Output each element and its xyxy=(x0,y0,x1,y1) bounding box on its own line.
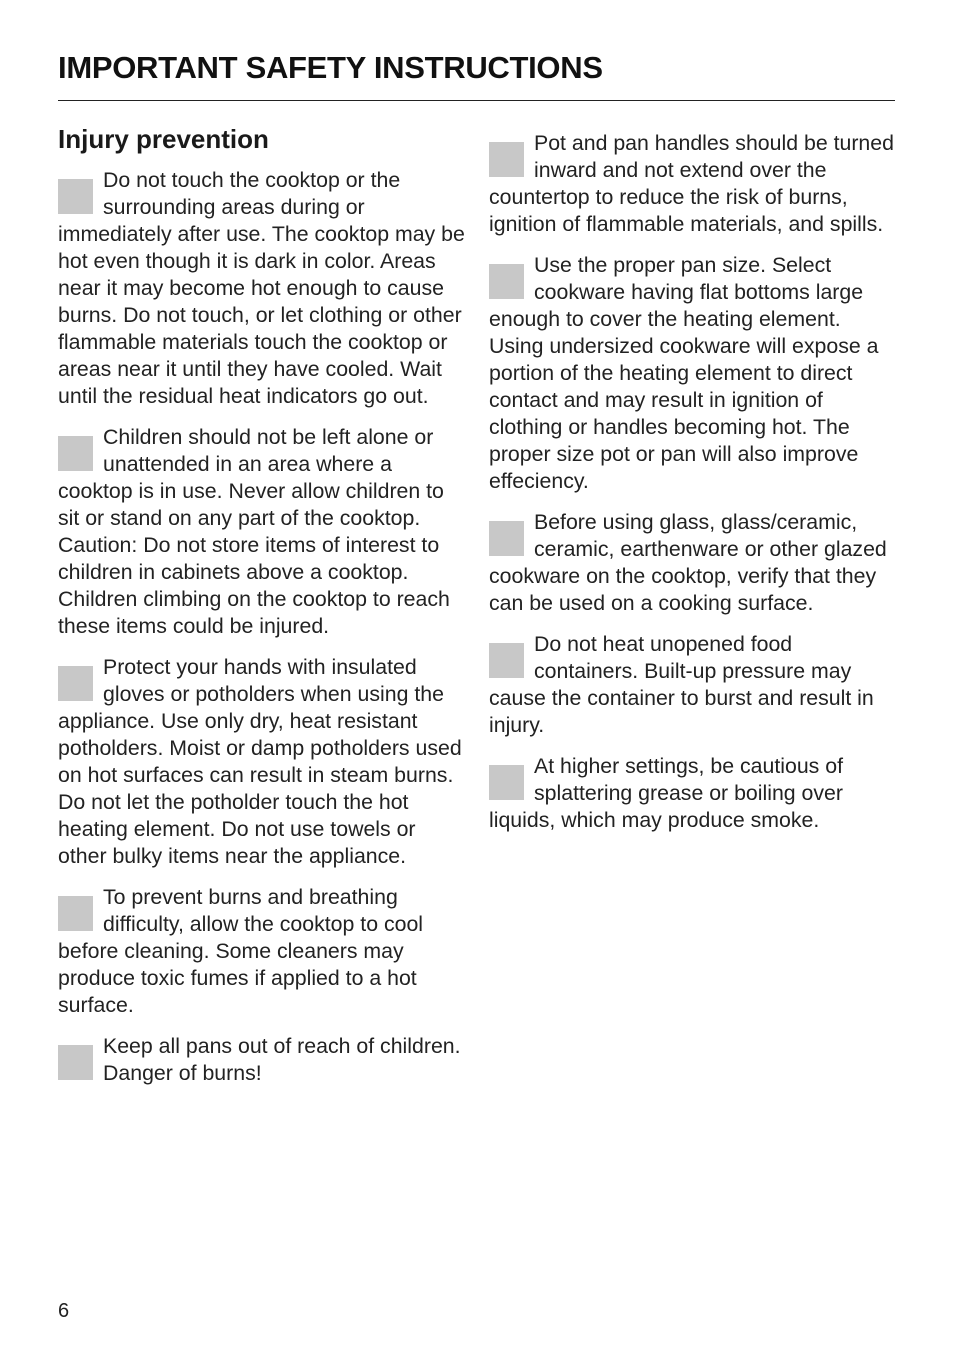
bullet-marker xyxy=(489,521,524,556)
safety-item xyxy=(58,1033,466,1087)
right-column xyxy=(489,130,899,848)
safety-item xyxy=(489,130,899,238)
safety-item-text: To prevent burns and breathing difficulty, allow the cooktop to cool before cleaning. Some cleaners may produce toxic fumes if applied to a hot surface. xyxy=(58,885,424,1017)
section-heading: Injury prevention xyxy=(58,124,269,154)
page-number: 6 xyxy=(58,1300,70,1322)
safety-item xyxy=(58,884,466,1019)
title-divider xyxy=(58,100,895,101)
page-title: IMPORTANT SAFETY INSTRUCTIONS xyxy=(58,50,603,85)
bullet-marker xyxy=(489,264,524,299)
bullet-marker xyxy=(489,765,524,800)
safety-item-text: Pot and pan handles should be turned inward and not extend over the countertop to reduce the risk of burns, ignition of flammable materials, and spills. xyxy=(489,131,894,236)
safety-item-text: Protect your hands with insulated gloves or potholders when using the appliance. Use only dry, heat resistant potholders. Moist or damp potholders used on hot surfaces can result in steam burns. Do not let the potholder touch the hot heating element. Do not use towels or other bulky items near the appliance. xyxy=(58,655,462,868)
bullet-marker xyxy=(58,179,93,214)
safety-item xyxy=(58,424,466,640)
caution-text: Caution: Do not store items of interest to children in cabinets above a cooktop. Children climbing on the cooktop to reach these items could be injured. xyxy=(58,533,450,638)
safety-item xyxy=(489,509,899,617)
safety-item xyxy=(489,252,899,495)
bullet-marker xyxy=(489,643,524,678)
safety-item xyxy=(489,753,899,834)
bullet-marker xyxy=(58,666,93,701)
bullet-marker xyxy=(58,436,93,471)
safety-item-text: Children should not be left alone or unattended in an area where a cooktop is in use. Never allow children to sit or stand on any part of the cooktop. xyxy=(58,425,444,530)
safety-item-text: Do not touch the cooktop or the surrounding areas during or immediately after use. The cooktop may be hot even though it is dark in color. Areas near it may become hot enough to cause burns. Do not touch, or let clothing or other flammable materials touch the cooktop or areas near it until they have cooled. Wait until the residual heat indicators go out. xyxy=(58,168,465,408)
safety-item-text: At higher settings, be cautious of splattering grease or boiling over liquids, which may produce smoke. xyxy=(489,754,843,832)
safety-item xyxy=(489,631,899,739)
safety-item xyxy=(58,167,466,410)
safety-item-text: Do not heat unopened food containers. Built-up pressure may cause the container to burst and result in injury. xyxy=(489,632,874,737)
safety-item xyxy=(58,654,466,870)
safety-item-text: Keep all pans out of reach of children. Danger of burns! xyxy=(103,1034,461,1085)
safety-item-text: Before using glass, glass/ceramic, ceramic, earthenware or other glazed cookware on the cooktop, verify that they can be used on a cooking surface. xyxy=(489,510,887,615)
left-column xyxy=(58,124,466,1101)
bullet-marker xyxy=(58,896,93,931)
bullet-marker xyxy=(58,1045,93,1080)
safety-item-text: Use the proper pan size. Select cookware having flat bottoms large enough to cover the heating element. Using undersized cookware will expose a portion of the heating element to direct contact and may result in ignition of clothing or handles becoming hot. The proper size pot or pan will also improve effeciency. xyxy=(489,253,879,493)
bullet-marker xyxy=(489,142,524,177)
